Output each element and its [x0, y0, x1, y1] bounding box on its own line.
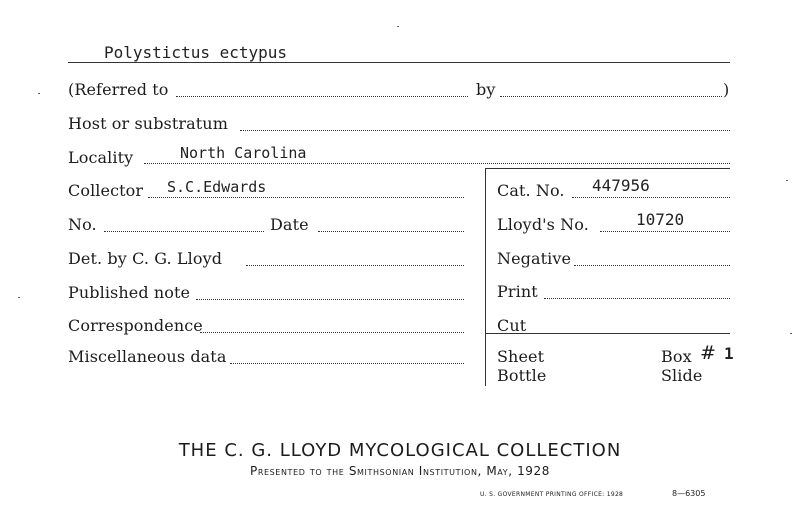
- cut-label: Cut: [497, 316, 527, 335]
- negative-line: [574, 265, 730, 266]
- box-hash: #: [700, 342, 717, 364]
- speck: [786, 180, 788, 181]
- published-line: [196, 299, 464, 300]
- speck: [397, 26, 399, 27]
- collector-label: Collector: [68, 181, 144, 200]
- referred-by-label: by: [476, 80, 496, 99]
- locality-label: Locality: [68, 148, 134, 167]
- lloyd-no-value: 10720: [636, 210, 685, 229]
- referred-to-label: (Referred to: [68, 80, 169, 99]
- collector-value: S.C.Edwards: [167, 178, 267, 196]
- cat-no-line: [572, 197, 730, 198]
- locality-line: [144, 163, 730, 164]
- speck: [790, 333, 792, 334]
- box-label: Box: [661, 347, 692, 366]
- form-number: 8—6305: [672, 489, 706, 498]
- box-left-border: [485, 168, 486, 386]
- collector-line: [148, 197, 464, 198]
- speck: [18, 297, 20, 298]
- sheet-label: Sheet: [497, 347, 545, 366]
- print-label: Print: [497, 282, 538, 301]
- speck: [38, 93, 40, 94]
- cut-line: [485, 333, 730, 334]
- print-line: [544, 298, 730, 299]
- number-line: [104, 231, 264, 232]
- slide-label: Slide: [661, 366, 703, 385]
- published-label: Published note: [68, 283, 191, 302]
- referred-to-line: [176, 96, 468, 97]
- referred-close-paren: ): [723, 80, 730, 99]
- footer-subtitle: Presented to the Smithsonian Institution, May, 1928: [249, 464, 551, 478]
- cat-no-value: 447956: [592, 176, 650, 195]
- cat-no-label: Cat. No.: [497, 181, 565, 200]
- bottle-label: Bottle: [497, 366, 547, 385]
- det-label: Det. by C. G. Lloyd: [68, 249, 223, 268]
- number-label: No.: [68, 215, 97, 234]
- locality-value: North Carolina: [180, 144, 307, 162]
- date-label: Date: [270, 215, 309, 234]
- specimen-name: Polystictus ectypus: [104, 43, 288, 62]
- specimen-line: [68, 62, 730, 63]
- misc-line: [230, 363, 464, 364]
- date-line: [318, 231, 464, 232]
- correspondence-label: Correspondence: [68, 316, 203, 335]
- lloyd-no-line: [600, 231, 730, 232]
- correspondence-line: [200, 332, 464, 333]
- host-label: Host or substratum: [68, 114, 228, 133]
- box-top-border: [485, 168, 730, 169]
- box-value: 1: [724, 344, 734, 363]
- det-line: [246, 265, 464, 266]
- misc-label: Miscellaneous data: [68, 347, 227, 366]
- referred-by-line: [500, 96, 722, 97]
- footer-title: THE C. G. LLOYD MYCOLOGICAL COLLECTION: [178, 440, 622, 461]
- host-line: [240, 130, 730, 131]
- lloyd-no-label: Lloyd's No.: [497, 215, 589, 234]
- printer-imprint: U. S. GOVERNMENT PRINTING OFFICE: 1928: [480, 491, 624, 498]
- negative-label: Negative: [497, 249, 572, 268]
